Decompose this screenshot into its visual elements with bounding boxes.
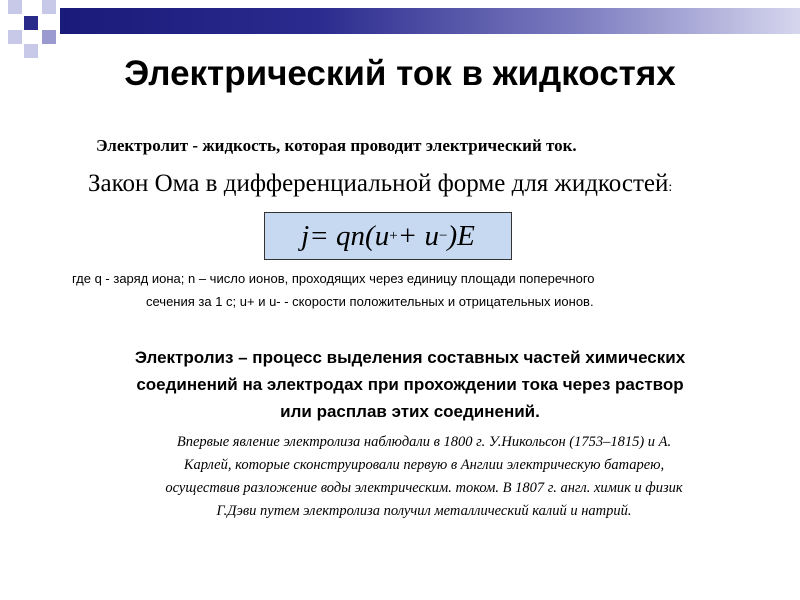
decor-square xyxy=(42,0,56,14)
explanation-line: сечения за 1 с; u+ и u- - скорости положительных и отрицательных ионов. xyxy=(146,294,594,309)
ohm-law-text: Закон Ома в дифференциальной форме для жидкостей xyxy=(88,170,669,197)
explanation-line: где q - заряд иона; n – число ионов, проходящих через единицу площади поперечного xyxy=(72,271,595,286)
electrolyte-definition: Электролит - жидкость, которая проводит электрический ток. xyxy=(96,136,577,155)
decor-square xyxy=(24,16,38,30)
history-line: Г.Дэви путем электролиза получил металлический калий и натрий. xyxy=(216,503,632,519)
history-line: Впервые явление электролиза наблюдали в 1800 г. У.Никольсон (1753–1815) и А. xyxy=(176,434,672,450)
electrolysis-line: соединений на электродах при прохождении тока через раствор xyxy=(136,375,684,394)
formula-explanation xyxy=(72,267,740,313)
electrolysis-line: или расплав этих соединений. xyxy=(280,402,540,421)
slide-title: Электрический ток в жидкостях xyxy=(124,54,676,93)
ohm-law-intro xyxy=(88,170,672,198)
formula-sup-minus: − xyxy=(439,227,448,244)
formula-lhs: j xyxy=(301,219,310,252)
decor-square xyxy=(42,30,56,44)
ohm-law-formula xyxy=(264,212,512,260)
formula-sup-plus: + xyxy=(389,227,398,244)
history-line: Карлей, которые сконструировали первую в Англии электрическую батарею, xyxy=(183,457,665,473)
electrolysis-line: Электролиз – процесс выделения составных частей химических xyxy=(134,348,686,367)
formula-eq: = qn(u xyxy=(309,219,390,252)
electrolysis-definition xyxy=(60,344,760,425)
formula-plus: + u xyxy=(397,219,439,252)
history-paragraph xyxy=(84,431,764,523)
header-gradient-bar xyxy=(60,8,800,34)
decor-square xyxy=(8,0,22,14)
history-line: осуществив разложение воды электрическим. током. В 1807 г. англ. химик и физик xyxy=(165,480,683,496)
formula-rhs: )E xyxy=(447,219,475,252)
decor-square xyxy=(8,30,22,44)
ohm-law-colon: : xyxy=(668,180,673,195)
